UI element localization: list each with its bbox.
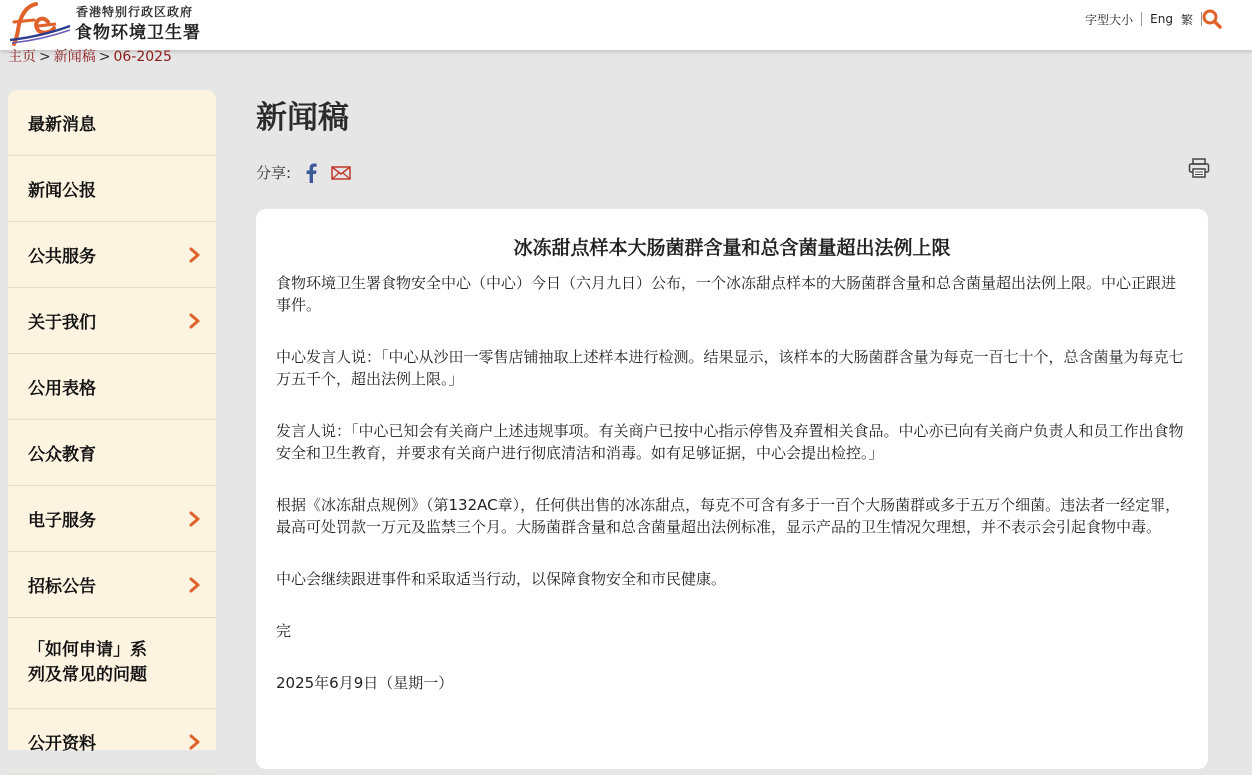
sidebar-item-public-information[interactable] <box>8 709 216 775</box>
header-links <box>1085 10 1210 28</box>
mail-icon[interactable] <box>331 165 351 181</box>
print-icon[interactable] <box>1188 158 1210 178</box>
sidebar-item-label: 公共服务 <box>28 247 96 267</box>
site-header <box>0 0 1252 50</box>
chevron-right-icon[interactable] <box>188 313 202 329</box>
sidebar-item-how-to-apply[interactable] <box>8 618 216 709</box>
article-paragraph: 中心发言人说：「中心从沙田一零售店铺抽取上述样本进行检测。结果显示，该样本的大肠菌群含量为每克一百七十个，总含菌量为每克七万五千个，超出法例上限。」 <box>276 348 1184 388</box>
traditional-chinese-link[interactable]: 繁 <box>1180 12 1193 27</box>
article-paragraph: 根据《冰冻甜点规例》（第132AC章），任何供出售的冰冻甜点，每克不可含有多于一百个大肠菌群或多于五万个细菌。违法者一经定罪，最高可处罚款一万元及监禁三个月。大肠菌群含量和总含菌量超出法例标准，显示产品的卫生情况欠理想，并不表示会引起食物中毒。 <box>276 496 1181 536</box>
search-icon[interactable] <box>1202 9 1222 29</box>
sidebar-item-latest-news[interactable] <box>8 90 216 156</box>
fehd-logo-mark <box>8 0 72 46</box>
sidebar-item-public-services[interactable] <box>8 222 216 288</box>
page-title: 新闻稿 <box>256 100 349 136</box>
english-language-link[interactable]: Eng <box>1150 12 1173 26</box>
facebook-icon[interactable] <box>305 163 317 183</box>
chevron-right-icon[interactable] <box>188 247 202 263</box>
breadcrumb-press-link[interactable]: 新闻稿 <box>53 49 96 65</box>
share-label: 分享: <box>256 164 292 182</box>
article-paragraph: 中心会继续跟进事件和采取适当行动，以保障食物安全和市民健康。 <box>276 570 727 588</box>
chevron-right-icon[interactable] <box>188 511 202 527</box>
sidebar-item-label: 公用表格 <box>28 379 96 399</box>
sidebar-item-e-services[interactable] <box>8 486 216 552</box>
fehd-logo[interactable] <box>8 0 208 46</box>
logo-text-government: 香港特别行政区政府 <box>76 5 194 19</box>
sidebar-nav <box>8 90 216 754</box>
font-size-link[interactable]: 字型大小 <box>1085 12 1134 27</box>
article-end-marker: 完 <box>276 622 292 640</box>
article-card <box>256 209 1208 769</box>
sidebar-item-tenders[interactable] <box>8 552 216 618</box>
breadcrumb-current: 06-2025 <box>113 49 172 65</box>
breadcrumb-separator: > <box>98 49 111 65</box>
article-paragraph: 发言人说：「中心已知会有关商户上述违规事项。有关商户已按中心指示停售及弃置相关食品。中心亦已向有关商户负责人和员工作出食物安全和卫生教育，并要求有关商户进行彻底清洁和消毒。如有足够证据，中心会提出检控。」 <box>276 422 1184 462</box>
article-paragraph: 食物环境卫生署食物安全中心（中心）今日（六月九日）公布，一个冰冻甜点样本的大肠菌群含量和总含菌量超出法例上限。中心正跟进事件。 <box>276 274 1177 314</box>
sidebar-item-label: 招标公告 <box>28 577 96 597</box>
chevron-right-icon[interactable] <box>188 734 202 750</box>
sidebar-item-about-us[interactable] <box>8 288 216 354</box>
share-bar <box>256 162 351 183</box>
sidebar-item-label: 「如何申请」系 列及常见的问题 <box>28 640 147 685</box>
sidebar-item-label: 最新消息 <box>28 115 96 135</box>
sidebar-item-public-forms[interactable] <box>8 354 216 420</box>
sidebar-item-label: 新闻公报 <box>28 181 96 201</box>
sidebar-item-label: 公众教育 <box>28 445 96 465</box>
logo-text-department: 食物环境卫生署 <box>75 23 201 43</box>
breadcrumb-separator: > <box>39 49 51 65</box>
article-date: 2025年6月9日（星期一） <box>276 674 454 692</box>
sidebar-item-press-releases[interactable] <box>8 156 216 222</box>
sidebar-item-label: 公开资料 <box>28 734 96 754</box>
sidebar-item-label: 电子服务 <box>28 511 96 531</box>
sidebar-item-public-education[interactable] <box>8 420 216 486</box>
article-title: 冰冻甜点样本大肠菌群含量和总含菌量超出法例上限 <box>513 237 951 259</box>
chevron-right-icon[interactable] <box>188 577 202 593</box>
breadcrumb-home-link[interactable]: 主页 <box>8 49 36 65</box>
header-separator <box>1141 12 1142 26</box>
breadcrumb <box>8 46 172 66</box>
sidebar-item-label: 关于我们 <box>28 313 96 333</box>
